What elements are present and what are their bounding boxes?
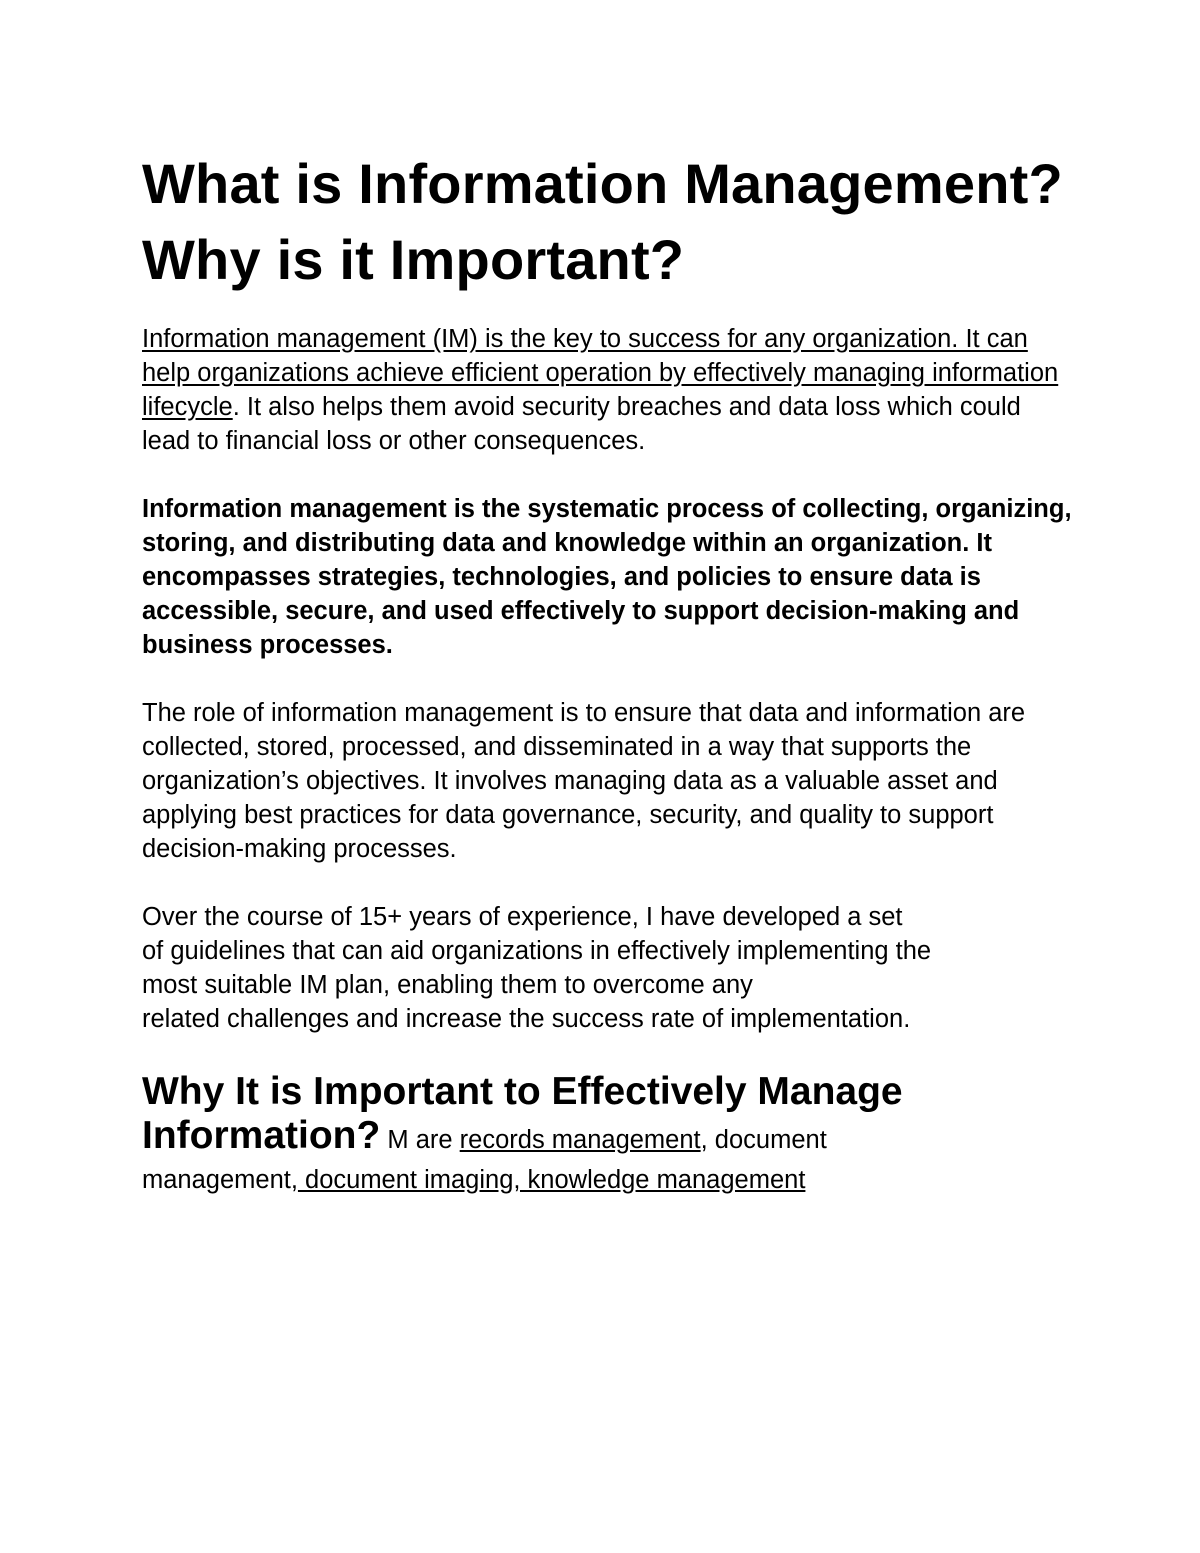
intro-paragraph [142, 322, 1072, 458]
role-paragraph: The role of information management is to ensure that data and information are collected, stored, processed, and disseminated in a way that supports the organization’s objectives. It involves managing data as a valuable asset and applying best practices for data governance, security, and quality to support decision-making processes. [142, 699, 1026, 863]
imaging-knowledge-link[interactable]: document imaging, knowledge management [297, 1166, 806, 1194]
section-heading [142, 1070, 1072, 1162]
intro-link[interactable]: Information management (IM) is the key to success for any organization. It can help organizations achieve efficient operation by effectively managing information lifecycle [142, 325, 1059, 421]
records-management-link[interactable]: records management [459, 1126, 701, 1154]
experience-line-2: of guidelines that can aid organizations in effectively implementing the [142, 937, 932, 965]
section-tail-prefix: M are [380, 1126, 460, 1154]
document-page [142, 146, 1072, 1198]
section-tail-line-2 [142, 1162, 1072, 1198]
experience-line-1: Over the course of 15+ years of experience, I have developed a set [142, 903, 903, 931]
intro-rest: . It also helps them avoid security breaches and data loss which could lead to financial loss or other consequences. [142, 393, 1021, 455]
experience-line-4: related challenges and increase the success rate of implementation. [142, 1005, 911, 1033]
section-tail-line2-prefix: management, [142, 1166, 298, 1194]
definition-paragraph: Information management is the systematic process of collecting, organizing, storing, and distributing data and knowledge within an organization. It encompasses strategies, technologies, and policies to ensure data is accessible, secure, and used effectively to support decision-making and business processes. [142, 495, 1072, 659]
section-tail-mid: , document [700, 1126, 827, 1154]
experience-paragraph [142, 900, 1072, 1036]
experience-line-3: most suitable IM plan, enabling them to overcome any [142, 971, 753, 999]
section-heading-line-1: Why It is Important to Effectively Manage [142, 1070, 903, 1113]
page-title: What is Information Management? Why is it Important? [142, 152, 1063, 291]
section-heading-line-2: Information? [142, 1114, 381, 1157]
